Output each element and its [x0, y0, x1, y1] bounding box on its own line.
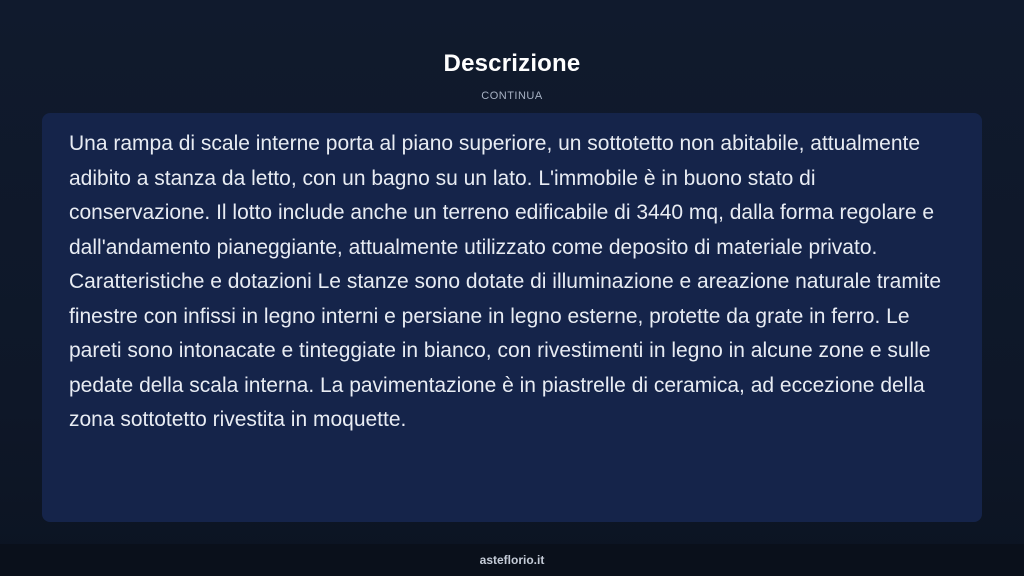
footer	[0, 544, 1024, 576]
description-panel	[42, 113, 982, 522]
header	[0, 0, 1024, 112]
footer-site-name: asteflorio.it	[479, 553, 545, 567]
page-subtitle: CONTINUA	[481, 90, 543, 102]
page-title: Descrizione	[443, 50, 581, 77]
description-text: Una rampa di scale interne porta al piano superiore, un sottotetto non abitabile, attualmente adibito a stanza da letto, con un bagno su un lato. L'immobile è in buono stato di conservazione. Il lotto include anche un terreno edificabile di 3440 mq, dalla forma regolare e dall'andamento pianeggiante, attualmente utilizzato come deposito di materiale privato. Caratteristiche e dotazioni Le stanze sono dotate di illuminazione e areazione naturale tramite finestre con infissi in legno interni e persiane in legno esterne, protette da grate in ferro. Le pareti sono intonacate e tinteggiate in bianco, con rivestimenti in legno in alcune zone e sulle pedate della scala interna. La pavimentazione è in piastrelle di ceramica, ad eccezione della zona sottotetto rivestita in moquette.	[69, 132, 942, 431]
